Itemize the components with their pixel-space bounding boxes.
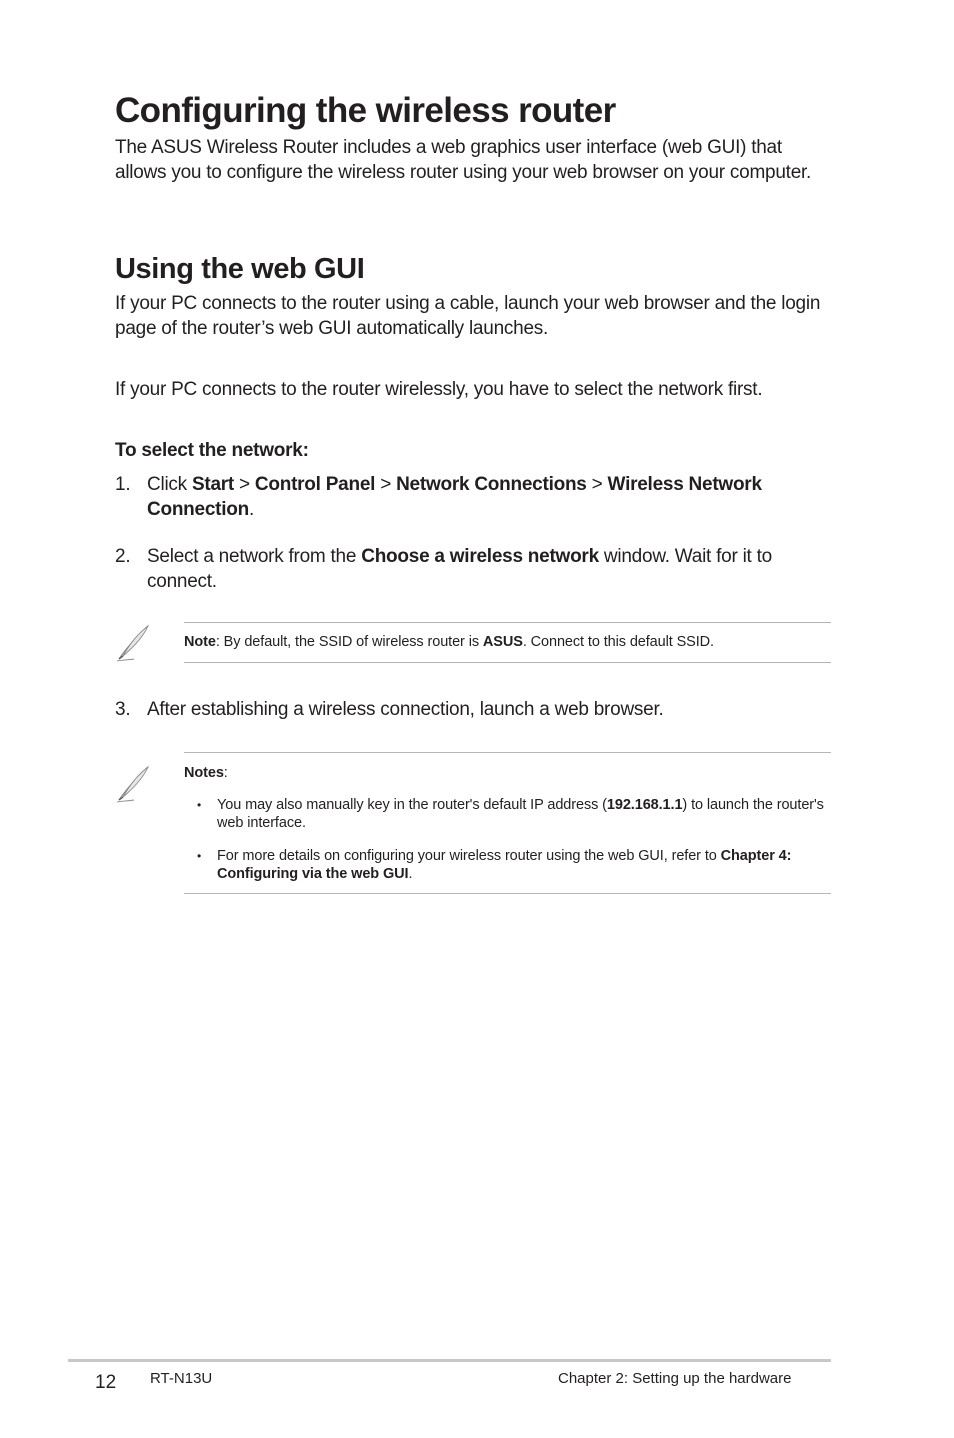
text: ) to launch the router's web interface.	[217, 797, 824, 831]
note-label: Note	[184, 634, 216, 650]
step-1	[115, 473, 835, 522]
procedure-heading: To select the network:	[115, 440, 309, 461]
step-2	[115, 545, 835, 594]
text: Click	[147, 474, 192, 495]
window-name: Choose a wireless network	[361, 546, 599, 567]
note-default-ssid	[184, 634, 714, 652]
text: : By default, the SSID of wireless router is	[215, 634, 483, 650]
cable-paragraph: If your PC connects to the router using a cable, launch your web browser and the login page of the router’s web GUI automatically launches.	[115, 293, 821, 339]
bullet-text	[217, 848, 837, 883]
separator: >	[234, 474, 255, 495]
section-heading-web-gui: Using the web GUI	[115, 253, 365, 285]
footer-rule	[68, 1359, 831, 1362]
separator: >	[586, 474, 608, 495]
wireless-paragraph: If your PC connects to the router wirelessly, you have to select the network first.	[115, 379, 763, 400]
text: For more details on configuring your wireless router using the web GUI, refer to	[217, 848, 721, 864]
text: :	[223, 765, 228, 781]
bullet-text	[217, 797, 837, 832]
page-number: 12	[95, 1372, 117, 1393]
text: .	[249, 498, 255, 520]
step-number: 1.	[115, 474, 131, 495]
ip-address: 192.168.1.1	[606, 797, 683, 813]
list-item	[197, 797, 837, 832]
chapter-reference: Chapter 4: Configuring via the web GUI	[217, 848, 792, 882]
separator: >	[375, 474, 397, 495]
notes-label: Notes	[184, 765, 224, 781]
notes-bottom-rule	[184, 893, 831, 894]
note-bottom-rule	[184, 662, 831, 663]
ssid-value: ASUS	[482, 634, 523, 650]
pen-icon	[114, 764, 154, 804]
step-text	[147, 545, 835, 594]
menu-control-panel: Control Panel	[254, 474, 376, 495]
step-number: 3.	[115, 699, 131, 720]
text: .	[408, 865, 413, 882]
step-text	[147, 473, 835, 522]
page-title: Configuring the wireless router	[115, 91, 616, 130]
chapter-title: Chapter 2: Setting up the hardware	[558, 1370, 792, 1387]
list-item	[197, 848, 837, 883]
menu-wireless-network-connection: Wireless Network Connection	[147, 474, 762, 520]
note-top-rule	[184, 622, 831, 623]
text: Select a network from the	[147, 546, 362, 567]
bullet: •	[197, 849, 202, 863]
text: window. Wait for it to connect.	[147, 546, 772, 592]
notes-top-rule	[184, 752, 831, 753]
intro-paragraph: The ASUS Wireless Router includes a web graphics user interface (web GUI) that allows you to configure the wireless router using your web browser on your computer.	[115, 137, 812, 183]
text: . Connect to this default SSID.	[522, 634, 714, 650]
menu-start: Start	[191, 474, 234, 495]
model-name: RT-N13U	[150, 1370, 213, 1387]
text: You may also manually key in the router's default IP address (	[217, 797, 607, 813]
notes-heading	[184, 765, 228, 783]
bullet: •	[197, 798, 202, 812]
step-3	[115, 698, 835, 723]
step-text: After establishing a wireless connection, launch a web browser.	[147, 699, 664, 720]
pen-icon	[114, 623, 154, 663]
step-number: 2.	[115, 546, 131, 567]
menu-network-connections: Network Connections	[396, 474, 587, 495]
